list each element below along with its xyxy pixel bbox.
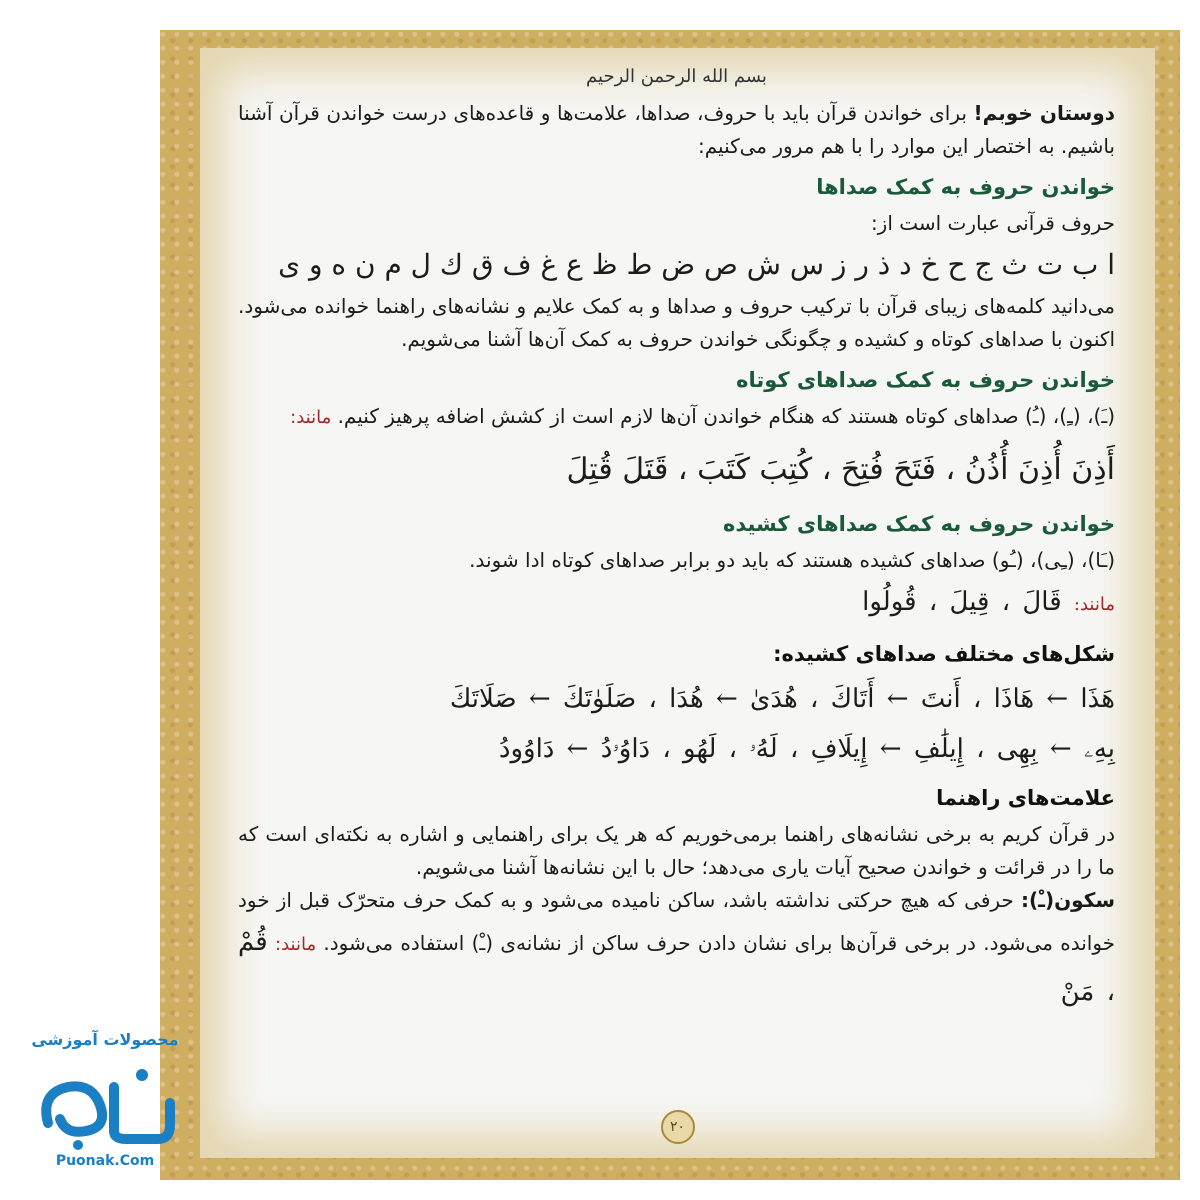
intro-text: برای خواندن قرآن باید با حروف، صداها، علامت‌ها و قاعده‌های درست خواندن قرآن آشنا باشیم. به اختصار این موارد را با هم مرور می‌کنیم: — [238, 101, 1115, 158]
letters-intro: حروف قرآنی عبارت است از: — [870, 211, 1115, 235]
long-vowels-text: (ـَا)، (ـِی)، (ـُو) صداهای کشیده هستند که باید دو برابر صداهای کوتاه ادا شوند. — [469, 548, 1115, 572]
short-vowels-examples: أَذِنَ أُذِنَ أُذُنُ ، فَتَحَ فُتِحَ ، كُتِبَ كَتَبَ ، قَتَلَ قُتِلَ — [566, 452, 1115, 487]
section-title-long-vowel-forms: شکل‌های مختلف صداهای کشیده: — [773, 642, 1115, 666]
puonak-logo — [10, 1030, 200, 1190]
bismillah: بسم الله الرحمن الرحیم — [586, 66, 767, 87]
intro-lead: دوستان خوبم! — [973, 101, 1115, 125]
example-label: مانند: — [290, 407, 332, 428]
page-number: ۲۰ — [661, 1110, 695, 1144]
puonak-logo-mark-icon — [30, 1053, 180, 1153]
long-vowel-forms-row-1: هَذَا ← هَاذَا ، أَنتَ ← أَتَاكَ ، هُدَىٰ ← هُدَا ، صَلَوٰتَكَ ← صَلَاتَكَ — [449, 684, 1115, 714]
letters-paragraph: می‌دانید کلمه‌های زیبای قرآن با ترکیب حروف و صداها و به کمک علایم و نشانه‌های راهنما خوانده می‌شود. اکنون با صداهای کوتاه و کشیده و چگونگی خواندن حروف به کمک آن‌ها آشنا می‌شویم. — [238, 294, 1115, 351]
section-title-short-vowels: خواندن حروف به کمک صداهای کوتاه — [736, 368, 1115, 392]
logo-tagline: محصولات آموزشی — [31, 1030, 179, 1049]
section-title-guide-marks: علامت‌های راهنما — [936, 786, 1115, 810]
sukun-text: حرفی که هیچ حرکتی نداشته باشد، ساکن نامیده می‌شود و به کمک حرف متحرّک قبل از خود خوانده می‌شود. در برخی قرآن‌ها برای نشان دادن حرف ساکن از نشانه‌ی (ـْ) استفاده می‌شود. — [238, 888, 1116, 955]
sukun-examples: قُمْ ، مَنْ — [238, 927, 1115, 1007]
intro-paragraph — [238, 97, 1115, 163]
page-content — [238, 48, 1115, 1017]
short-vowels-text — [238, 400, 1115, 434]
long-vowel-forms-row-2: بِهِۦ ← بِهِی ، إِيلَٰفِ ← إِيلَافِ ، لَهُۥ ، لَهُو ، دَاوُۥدُ ← دَاوُودُ — [498, 734, 1115, 764]
logo-url: Puonak.Com — [55, 1153, 155, 1169]
guide-marks-text: در قرآن کریم به برخی نشانه‌های راهنما برمی‌خوریم که هر یک برای راهنمایی و اشاره به نکته‌ای است که ما را در قرائت و خواندن صحیح آیات یاری می‌دهد؛ حال با این نشانه‌ها آشنا می‌شویم. — [238, 822, 1115, 879]
example-label: مانند: — [1073, 594, 1115, 615]
sukun-lead: سکون(ـْ): — [1020, 888, 1115, 912]
long-vowels-examples-row — [238, 577, 1115, 630]
example-label: مانند: — [275, 934, 317, 955]
book-page — [200, 48, 1155, 1158]
section-title-letters: خواندن حروف به کمک صداها — [816, 175, 1115, 199]
quran-letters: ا ب ت ث ج ح خ د ذ ر ز س ش ص ض ط ظ ع غ ف ق ك ل م ن ه و ی — [278, 248, 1115, 281]
short-vowels-description: (ـَ)، (ـِ)، (ـُ) صداهای کوتاه هستند که هنگام خواندن آن‌ها لازم است از کشش اضافه پرهیز کنیم. — [337, 404, 1115, 428]
long-vowels-examples: قَالَ ، قِيلَ ، قُولُوا — [862, 587, 1062, 617]
section-title-long-vowels: خواندن حروف به کمک صداهای کشیده — [722, 512, 1115, 536]
sukun-paragraph — [238, 884, 1115, 1017]
